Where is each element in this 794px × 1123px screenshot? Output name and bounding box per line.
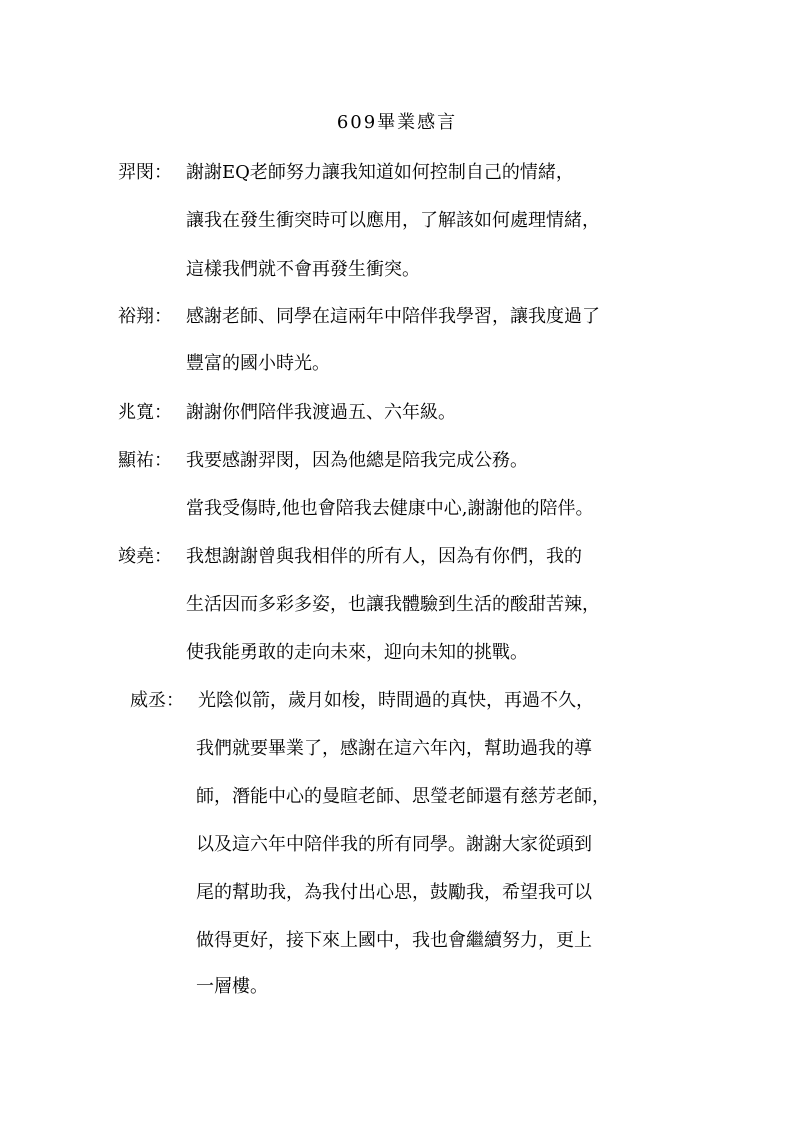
page-title: 609畢業感言 [336, 112, 458, 133]
message-line: 光陰似箭，歲月如梭，時間過的真快，再過不久， [198, 690, 594, 711]
speaker-name: 裕翔： [118, 306, 172, 327]
message-line: 尾的幫助我，為我付出心思，鼓勵我，希望我可以 [196, 882, 592, 903]
message-line: 我想謝謝曾與我相伴的所有人，因為有你們，我的 [186, 546, 582, 567]
message-line: 我們就要畢業了，感謝在這六年內，幫助過我的導 [196, 738, 592, 759]
message-line: 這樣我們就不會再發生衝突。 [186, 259, 420, 280]
message-line: 謝謝EQ老師努力讓我知道如何控制自己的情緒， [186, 162, 574, 183]
message-line: 我要感謝羿閔，因為他總是陪我完成公務。 [186, 450, 528, 471]
message-line: 以及這六年中陪伴我的所有同學。謝謝大家從頭到 [196, 834, 592, 855]
message-line: 使我能勇敢的走向未來，迎向未知的挑戰。 [186, 642, 528, 663]
message-line: 讓我在發生衝突時可以應用，了解該如何處理情緒， [186, 210, 600, 231]
speaker-name: 顯祐： [118, 450, 172, 471]
speaker-name: 竣堯： [118, 546, 172, 567]
message-line: 師，潛能中心的曼暄老師、思瑩老師還有慈芳老師， [196, 786, 610, 807]
speaker-name: 兆寬： [118, 402, 172, 423]
speaker-name: 威丞： [130, 690, 184, 711]
message-line: 當我受傷時,他也會陪我去健康中心,謝謝他的陪伴。 [186, 498, 594, 519]
message-line: 做得更好，接下來上國中，我也會繼續努力，更上 [196, 930, 592, 951]
message-line: 謝謝你們陪伴我渡過五、六年級。 [186, 402, 456, 423]
message-line: 一層樓。 [196, 976, 268, 997]
message-line: 豐富的國小時光。 [186, 353, 330, 374]
speaker-name: 羿閔： [118, 162, 172, 183]
message-line: 感謝老師、同學在這兩年中陪伴我學習，讓我度過了 [186, 306, 600, 327]
message-line: 生活因而多彩多姿，也讓我體驗到生活的酸甜苦辣， [186, 594, 600, 615]
